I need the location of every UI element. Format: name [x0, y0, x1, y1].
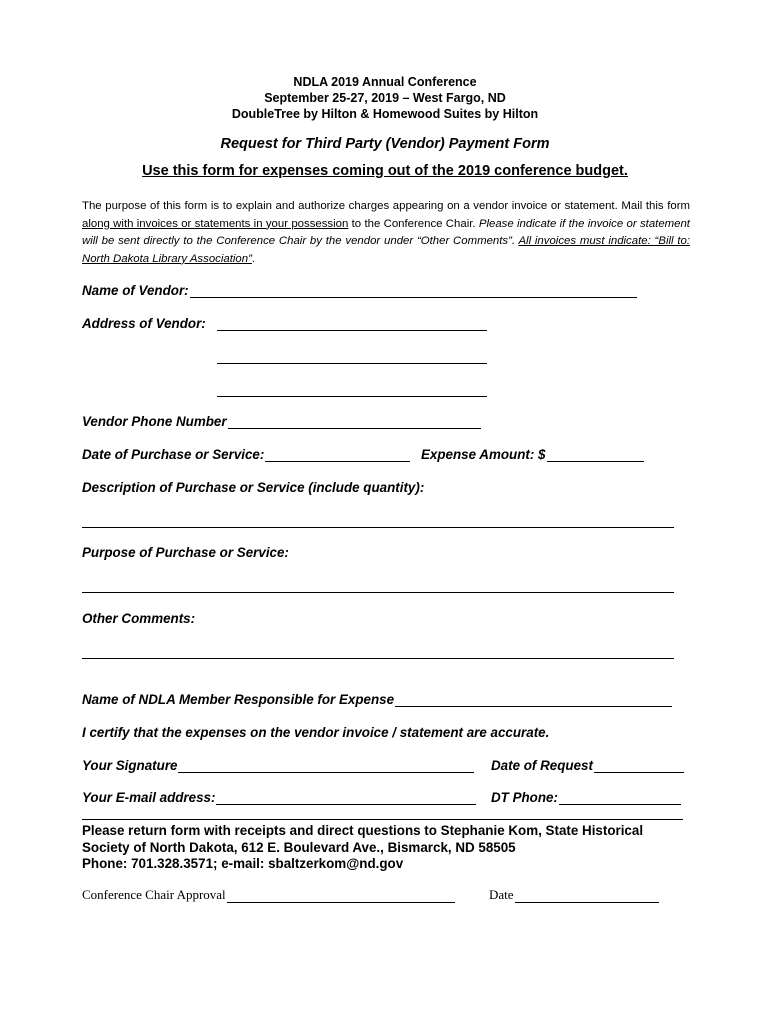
approval-date-label: Date	[489, 887, 514, 902]
return-instructions	[82, 823, 692, 873]
chair-approval-label: Conference Chair Approval	[82, 887, 226, 902]
vendor-address-row	[82, 316, 206, 331]
return-instructions-line-1: Please return form with receipts and direct questions to Stephanie Kom, State Historical	[82, 823, 644, 838]
other-comments-field[interactable]	[82, 658, 674, 659]
vendor-name-label: Name of Vendor:	[82, 283, 189, 298]
dt-phone-field[interactable]	[559, 791, 681, 805]
vendor-name-row	[82, 283, 637, 298]
description-field[interactable]	[82, 527, 674, 528]
approval-date-row	[489, 887, 659, 903]
conference-header	[0, 74, 770, 122]
purchase-date-row	[82, 447, 410, 462]
intro-text-billing-note: All invoices must indicate: “Bill to: North Dakota Library Association”	[82, 235, 690, 265]
vendor-phone-field[interactable]	[228, 415, 481, 429]
intro-paragraph	[82, 198, 690, 268]
return-instructions-line-3: Phone: 701.328.3571; e-mail: sbaltzerkom@nd.gov	[82, 856, 404, 871]
other-comments-row	[82, 611, 195, 626]
intro-text-3: to the Conference Chair.	[348, 217, 479, 230]
section-divider	[82, 819, 683, 820]
form-title: Request for Third Party (Vendor) Payment Form	[220, 136, 550, 152]
purpose-field[interactable]	[82, 592, 674, 593]
description-row	[82, 480, 424, 495]
intro-text-underlined: along with invoices or statements in your possession	[82, 217, 349, 230]
member-responsible-row	[82, 692, 672, 707]
chair-approval-row	[82, 887, 455, 903]
signature-label: Your Signature	[82, 758, 178, 773]
vendor-address-field-line-3[interactable]	[217, 396, 487, 397]
purchase-date-label: Date of Purchase or Service:	[82, 447, 265, 462]
purchase-date-field[interactable]	[265, 448, 410, 462]
certify-statement: I certify that the expenses on the vendor invoice / statement are accurate.	[82, 725, 550, 740]
approval-date-field[interactable]	[515, 889, 659, 903]
request-date-row	[491, 758, 684, 773]
email-field[interactable]	[216, 791, 476, 805]
certify-row	[82, 725, 549, 740]
purpose-row	[82, 545, 289, 560]
header-line-3: DoubleTree by Hilton & Homewood Suites by Hilton	[231, 107, 539, 121]
chair-approval-field[interactable]	[227, 889, 455, 903]
form-subtitle: Use this form for expenses coming out of the 2019 conference budget.	[142, 163, 628, 179]
purpose-label: Purpose of Purchase or Service:	[82, 545, 289, 560]
expense-amount-label: Expense Amount: $	[421, 447, 546, 462]
email-label: Your E-mail address:	[82, 790, 216, 805]
intro-text-1: The purpose of this form is to explain and authorize charges appearing on a vendor invoice or statement. Mail this form	[82, 200, 690, 212]
other-comments-label: Other Comments:	[82, 611, 196, 626]
vendor-phone-label: Vendor Phone Number	[82, 414, 227, 429]
member-responsible-label: Name of NDLA Member Responsible for Expense	[82, 692, 395, 707]
description-label: Description of Purchase or Service (include quantity):	[82, 480, 425, 495]
dt-phone-row	[491, 790, 681, 805]
intro-text-end: .	[251, 252, 256, 265]
header-line-2: September 25-27, 2019 – West Fargo, ND	[264, 91, 506, 105]
vendor-address-field-line-2[interactable]	[217, 363, 487, 364]
dt-phone-label: DT Phone:	[491, 790, 558, 805]
return-instructions-line-2: Society of North Dakota, 612 E. Boulevard Ave., Bismarck, ND 58505	[82, 839, 516, 855]
expense-amount-row	[421, 447, 644, 462]
vendor-address-field-line-1[interactable]	[217, 330, 487, 331]
vendor-name-field[interactable]	[190, 284, 637, 298]
email-row	[82, 790, 476, 805]
request-date-field[interactable]	[594, 759, 684, 773]
header-line-1: NDLA 2019 Annual Conference	[293, 75, 477, 89]
vendor-phone-row	[82, 414, 481, 429]
expense-amount-field[interactable]	[547, 448, 644, 462]
request-date-label: Date of Request	[491, 758, 593, 773]
intro-text-italic: Please indicate if the invoice or statement will be sent directly to the Conference Chair by the vendor under “Other Comments”.	[82, 217, 690, 247]
signature-field[interactable]	[178, 759, 474, 773]
member-responsible-field[interactable]	[395, 693, 672, 707]
signature-row	[82, 758, 474, 773]
vendor-address-label: Address of Vendor:	[82, 316, 206, 331]
